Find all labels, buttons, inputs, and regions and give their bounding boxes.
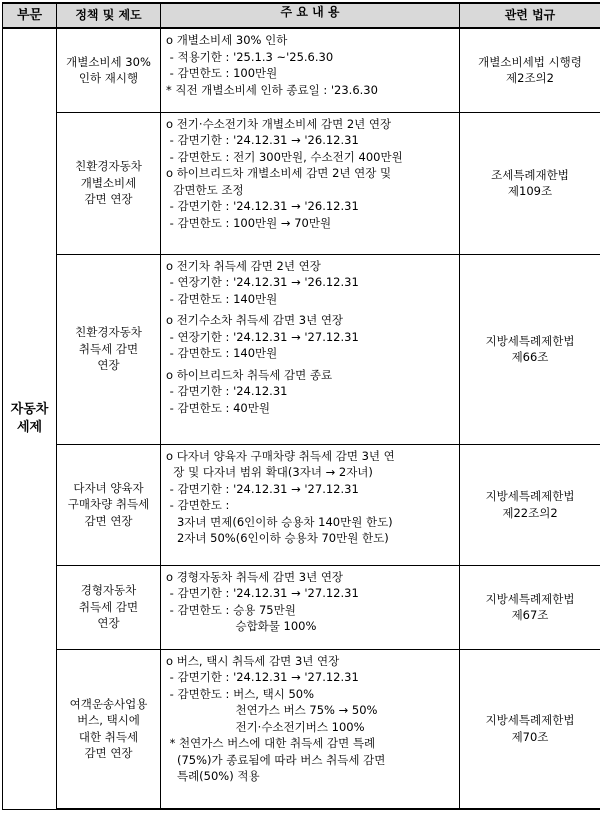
policy-line: 친환경자동차: [57, 158, 160, 175]
content-line: - 적용기한 : '25.1.3 ~'25.6.30: [166, 49, 457, 66]
content-line: 감면한도 조정: [166, 182, 457, 199]
policy-cell: [57, 649, 161, 809]
content-line: o 경형자동차 취득세 감면 3년 연장: [166, 569, 457, 586]
law-line: 지방세특례제한법: [460, 488, 600, 505]
law-line: 제2조의2: [460, 70, 600, 87]
policy-line: 다자녀 양육자: [57, 480, 160, 497]
law-cell: [460, 254, 600, 444]
content-line: * 천연가스 버스에 대한 취득세 감면 특례: [166, 735, 457, 752]
content-cell: [161, 649, 460, 809]
law-line: 조세특례재한법: [460, 167, 600, 184]
content-cell: [161, 565, 460, 649]
content-line: - 감면한도 :: [166, 497, 457, 514]
section-label-line2: 세제: [3, 419, 56, 437]
content-line: - 연장기한 : '24.12.31 → '27.12.31: [166, 329, 457, 346]
content-line: - 감면기한 : '24.12.31 → '26.12.31: [166, 132, 457, 149]
law-line: 제66조: [460, 349, 600, 366]
content-line: 천연가스 버스 75% → 50%: [166, 702, 457, 719]
section-cell: [3, 28, 57, 809]
law-line: 제70조: [460, 729, 600, 746]
policy-cell: [57, 28, 161, 112]
content-line: - 감면한도 : 버스, 택시 50%: [166, 686, 457, 703]
policy-line: 여객운송사업용: [57, 696, 160, 713]
content-line: o 하이브리드차 취득세 감면 종료: [166, 367, 457, 384]
content-line: - 감면한도 : 100만원: [166, 65, 457, 82]
content-line: * 직전 개별소비세 인하 종료일 : '23.6.30: [166, 82, 457, 99]
content-line: - 감면기한 : '24.12.31 → '27.12.31: [166, 481, 457, 498]
table-row: [3, 565, 600, 649]
content-line: - 감면한도 : 140만원: [166, 345, 457, 362]
law-cell: [460, 649, 600, 809]
content-line: - 감면기한 : '24.12.31: [166, 383, 457, 400]
policy-line: 연장: [57, 615, 160, 632]
header-law: 관련 법규: [460, 3, 600, 28]
content-line: - 감면기한 : '24.12.31 → '27.12.31: [166, 669, 457, 686]
policy-line: 연장: [57, 357, 160, 374]
content-line: o 하이브리드차 개별소비세 감면 2년 연장 및: [166, 165, 457, 182]
content-line: 3자녀 면제(6인이하 승용차 140만원 한도): [166, 514, 457, 531]
law-line: 제109조: [460, 183, 600, 200]
header-section: 부문: [3, 3, 57, 28]
content-line: - 연장기한 : '24.12.31 → '26.12.31: [166, 274, 457, 291]
content-line: - 감면한도 : 전기 300만원, 수소전기 400만원: [166, 149, 457, 166]
policy-cell: [57, 112, 161, 254]
header-row: [3, 3, 600, 28]
policy-line: 개별소비세 30%: [57, 54, 160, 71]
content-line: o 전기수소차 취득세 감면 3년 연장: [166, 312, 457, 329]
table-row: [3, 112, 600, 254]
content-cell: [161, 444, 460, 565]
policy-cell: [57, 444, 161, 565]
content-cell: [161, 28, 460, 112]
content-line: o 다자녀 양육자 구매차량 취득세 감면 3년 연: [166, 448, 457, 465]
policy-line: 구매차량 취득세: [57, 496, 160, 513]
content-line: 2자녀 50%(6인이하 승용차 70만원 한도): [166, 530, 457, 547]
policy-line: 감면 연장: [57, 191, 160, 208]
header-content: 주 요 내 용: [161, 3, 460, 28]
content-line: - 감면한도 : 100만원 → 70만원: [166, 215, 457, 232]
content-cell: [161, 112, 460, 254]
content-line: 특례(50%) 적용: [166, 768, 457, 785]
policy-line: 감면 연장: [57, 513, 160, 530]
content-line: - 감면한도 : 승용 75만원: [166, 602, 457, 619]
policy-line: 친환경자동차: [57, 324, 160, 341]
table-row: [3, 649, 600, 809]
policy-line: 취득세 감면: [57, 599, 160, 616]
law-cell: [460, 444, 600, 565]
content-line: 장 및 다자녀 범위 확대(3자녀 → 2자녀): [166, 464, 457, 481]
law-cell: [460, 112, 600, 254]
section-label-line1: 자동차: [3, 401, 56, 419]
law-line: 지방세특례제한법: [460, 712, 600, 729]
header-policy: 정책 및 제도: [57, 3, 161, 28]
policy-line: 대한 취득세: [57, 729, 160, 746]
tax-policy-table: [2, 2, 600, 810]
law-line: 지방세특례제한법: [460, 591, 600, 608]
policy-line: 인하 재시행: [57, 70, 160, 87]
policy-line: 감면 연장: [57, 745, 160, 762]
content-line: o 버스, 택시 취득세 감면 3년 연장: [166, 653, 457, 670]
content-cell: [161, 254, 460, 444]
content-line: o 전기·수소전기차 개별소비세 감면 2년 연장: [166, 116, 457, 133]
law-line: 제22조의2: [460, 505, 600, 522]
policy-line: 취득세 감면: [57, 341, 160, 358]
content-line: (75%)가 종료됨에 따라 버스 취득세 감면: [166, 752, 457, 769]
law-cell: [460, 28, 600, 112]
table-row: [3, 444, 600, 565]
law-line: 지방세특례제한법: [460, 333, 600, 350]
law-line: 제67조: [460, 607, 600, 624]
table-row: [3, 254, 600, 444]
content-line: o 전기차 취득세 감면 2년 연장: [166, 258, 457, 275]
content-line: - 감면기한 : '24.12.31 → '26.12.31: [166, 198, 457, 215]
table-row: [3, 28, 600, 112]
content-line: 전기·수소전기버스 100%: [166, 719, 457, 736]
policy-cell: [57, 565, 161, 649]
law-line: 개별소비세법 시행령: [460, 54, 600, 71]
content-line: 승합화물 100%: [166, 618, 457, 635]
policy-line: 경형자동차: [57, 582, 160, 599]
content-line: - 감면기한 : '24.12.31 → '27.12.31: [166, 585, 457, 602]
content-line: - 감면한도 : 40만원: [166, 400, 457, 417]
policy-cell: [57, 254, 161, 444]
law-cell: [460, 565, 600, 649]
policy-line: 개별소비세: [57, 175, 160, 192]
policy-line: 버스, 택시에: [57, 712, 160, 729]
content-line: - 감면한도 : 140만원: [166, 291, 457, 308]
content-line: o 개별소비세 30% 인하: [166, 32, 457, 49]
